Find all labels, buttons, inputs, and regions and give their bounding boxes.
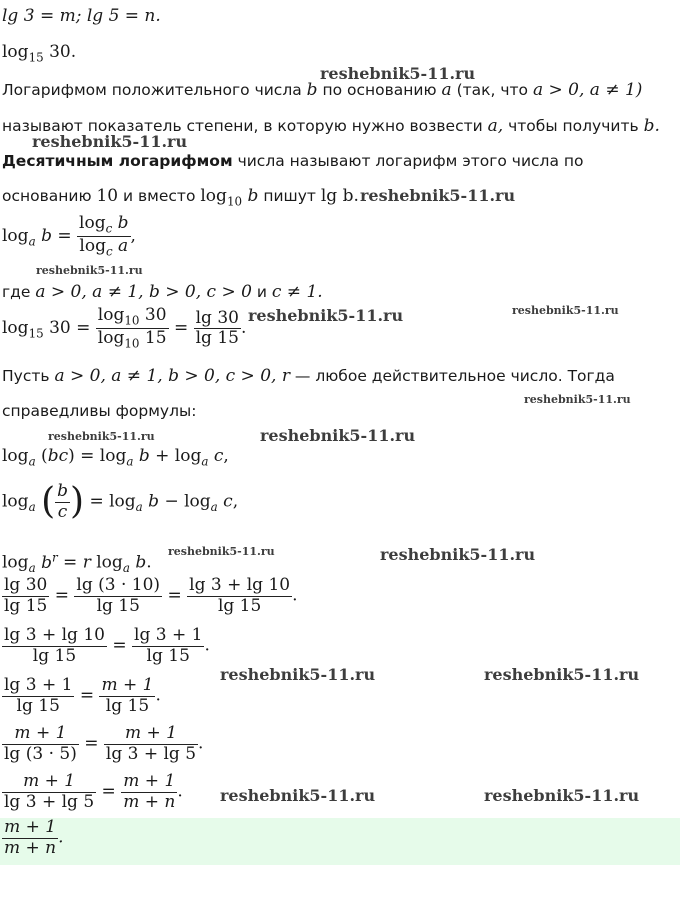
- quotient-rule: $\log_a$ ( $\frac{b}{c}$ ) = $\log_a b - \log_a c$,: [2, 481, 239, 523]
- answer-box: [0, 818, 680, 865]
- watermark: reshebnik5-11.ru: [260, 426, 416, 445]
- watermark: reshebnik5-11.ru: [484, 786, 640, 805]
- watermark: reshebnik5-11.ru: [484, 665, 640, 684]
- watermark: reshebnik5-11.ru: [248, 306, 404, 325]
- definition-line-2: называют показатель степени, в которую нужно возвести a, чтобы получить b.: [2, 116, 660, 136]
- properties-intro-2: справедливы формулы:: [2, 402, 197, 420]
- watermark: reshebnik5-11.ru: [220, 786, 376, 805]
- step-5: $\frac{m + 1}{\lg (3 \cdot 5)}$ = $\frac{m + 1}{\lg 3 + \lg 5}$ .: [4, 723, 204, 764]
- definition-line-1: Логарифмом положительного числа b по основанию a (так, что a > 0, a ≠ 1): [2, 80, 643, 100]
- watermark: reshebnik5-11.ru: [524, 393, 631, 406]
- watermark: reshebnik5-11.ru: [380, 545, 536, 564]
- watermark: reshebnik5-11.ru: [360, 186, 516, 205]
- watermark: reshebnik5-11.ru: [32, 132, 188, 151]
- product-rule: $\log_a (bc) = \log_a b + \log_a c$,: [2, 446, 229, 469]
- power-rule: $\log_a b^r = r$ $\log_a b$.: [2, 550, 152, 576]
- watermark: reshebnik5-11.ru: [220, 665, 376, 684]
- watermark: reshebnik5-11.ru: [48, 430, 155, 443]
- decimal-log-line-1: Десятичным логарифмом числа называют логарифм этого числа по: [2, 152, 584, 170]
- watermark: reshebnik5-11.ru: [168, 545, 275, 558]
- change-of-base-condition: где a > 0, a ≠ 1, b > 0, c > 0 и c ≠ 1.: [2, 282, 323, 302]
- watermark: reshebnik5-11.ru: [320, 64, 476, 83]
- step-4: $\frac{\lg 3 + 1}{\lg 15}$ = $\frac{m + 1}{\lg 15}$ .: [4, 675, 161, 716]
- properties-intro-1: Пусть a > 0, a ≠ 1, b > 0, c > 0, r — любое действительное число. Тогда: [2, 366, 615, 386]
- step-3: $\frac{\lg 3 + \lg 10}{\lg 15}$ = $\frac{\lg 3 + 1}{\lg 15}$ .: [4, 625, 210, 666]
- watermark: reshebnik5-11.ru: [36, 264, 143, 277]
- step-2: $\frac{\lg 30}{\lg 15}$ = $\frac{\lg (3 \cdot 10)}{\lg 15}$ = $\frac{\lg 3 + \lg 10}{\lg 15}$ .: [4, 575, 298, 616]
- step-1: $\log_{15} 30$ = $\frac{\log_{10} 30}{\log_{10} 15}$ = $\frac{\lg 30}{\lg 15}$ .: [2, 305, 247, 351]
- step-6: $\frac{m + 1}{\lg 3 + \lg 5}$ = $\frac{m + 1}{m + n}$ .: [4, 771, 183, 812]
- watermark: reshebnik5-11.ru: [512, 304, 619, 317]
- given-line: lg 3 = m; lg 5 = n.: [2, 6, 161, 26]
- answer: $\frac{m + 1}{m + n}$ .: [4, 817, 64, 858]
- task-expression: $\log_{15} 30$.: [2, 42, 77, 65]
- decimal-log-line-2: основанию 10 и вместо $\log_{10} b$ пишут lg b.: [2, 186, 359, 209]
- change-of-base-formula: $\log_a b$ = $\frac{\log_c b}{\log_c a}$ ,: [2, 213, 136, 259]
